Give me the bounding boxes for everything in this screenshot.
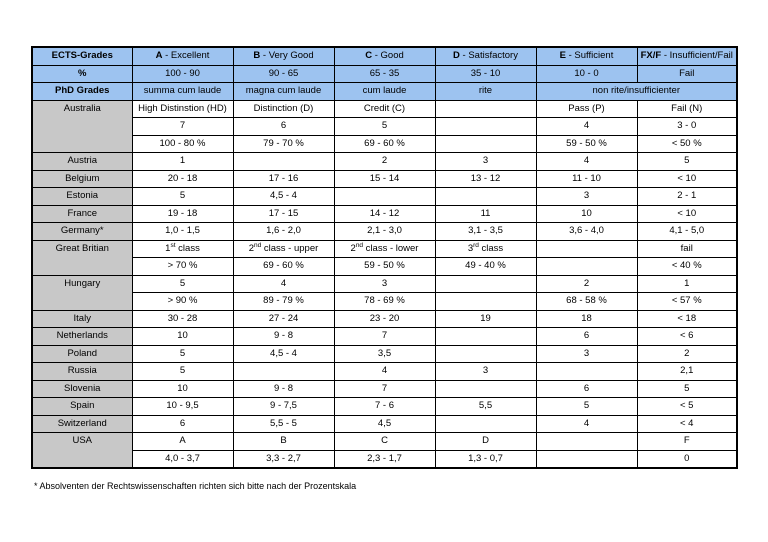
grade-d-name: - Satisfactory xyxy=(459,50,518,62)
table-cell: 59 - 50 % xyxy=(536,135,637,153)
grade-c-letter: C xyxy=(365,50,373,62)
table-cell: 79 - 70 % xyxy=(233,135,334,153)
table-row-hungary xyxy=(32,275,737,293)
table-cell: 11 - 10 xyxy=(536,170,637,188)
table-cell xyxy=(435,240,536,258)
ordinal-suffix: nd xyxy=(355,241,364,249)
table-cell: 5 xyxy=(536,398,637,416)
table-cell: 5 xyxy=(637,380,737,398)
table-cell: 14 - 12 xyxy=(334,205,435,223)
table-row-france xyxy=(32,205,737,223)
table-cell xyxy=(435,415,536,433)
table-cell: 6 xyxy=(233,118,334,136)
table-row-australia-scale xyxy=(32,118,737,136)
grade-e-letter: E xyxy=(559,50,566,62)
percent-e: 10 - 0 xyxy=(536,65,637,83)
table-cell: 1,0 - 1,5 xyxy=(132,223,233,241)
table-cell: 4 xyxy=(536,118,637,136)
table-cell: Pass (P) xyxy=(536,100,637,118)
table-cell: 5 xyxy=(132,188,233,206)
table-cell: 6 xyxy=(536,380,637,398)
percent-c: 65 - 35 xyxy=(334,65,435,83)
table-cell: 6 xyxy=(536,328,637,346)
table-cell: 5,5 xyxy=(435,398,536,416)
country-switzerland: Switzerland xyxy=(32,415,132,433)
class-text: class xyxy=(478,242,504,254)
table-cell: 5 xyxy=(132,345,233,363)
table-cell: 1 xyxy=(132,153,233,171)
table-cell: 27 - 24 xyxy=(233,310,334,328)
table-cell: 9 - 7,5 xyxy=(233,398,334,416)
phd-d: rite xyxy=(435,83,536,101)
table-cell: C xyxy=(334,433,435,451)
table-cell: 11 xyxy=(435,205,536,223)
table-cell xyxy=(435,345,536,363)
phd-b: magna cum laude xyxy=(233,83,334,101)
table-cell: 7 - 6 xyxy=(334,398,435,416)
table-cell: 69 - 60 % xyxy=(334,135,435,153)
phd-header-row xyxy=(32,83,737,101)
table-cell: 4 xyxy=(233,275,334,293)
country-netherlands: Netherlands xyxy=(32,328,132,346)
grade-f-header xyxy=(637,47,737,65)
table-cell: > 90 % xyxy=(132,293,233,311)
table-cell: D xyxy=(435,433,536,451)
ordinal-suffix: nd xyxy=(254,241,262,249)
class-number: 3 xyxy=(467,242,474,254)
table-cell: F xyxy=(637,433,737,451)
country-italy: Italy xyxy=(32,310,132,328)
table-cell xyxy=(435,100,536,118)
table-cell: 19 - 18 xyxy=(132,205,233,223)
table-cell: 3,5 xyxy=(334,345,435,363)
class-text: class - lower xyxy=(363,242,419,254)
table-row-usa-gpa xyxy=(32,450,737,468)
grade-d-letter: D xyxy=(453,50,460,62)
table-row-great-britain xyxy=(32,240,737,258)
table-cell xyxy=(233,363,334,381)
table-row-austria xyxy=(32,153,737,171)
phd-non-rite: non rite/insufficienter xyxy=(536,83,737,101)
table-cell: 69 - 60 % xyxy=(233,258,334,276)
table-cell: < 50 % xyxy=(637,135,737,153)
table-row-australia xyxy=(32,100,737,118)
ects-grades-label: ECTS-Grades xyxy=(32,47,132,65)
table-cell: fail xyxy=(637,240,737,258)
table-cell: 5 xyxy=(132,363,233,381)
table-cell xyxy=(435,328,536,346)
table-cell xyxy=(233,153,334,171)
table-row-australia-percent xyxy=(32,135,737,153)
table-cell: 19 xyxy=(435,310,536,328)
table-cell: 3 xyxy=(536,188,637,206)
table-cell: 5 xyxy=(637,153,737,171)
percent-label: % xyxy=(32,65,132,83)
table-cell: 23 - 20 xyxy=(334,310,435,328)
grade-d-header xyxy=(435,47,536,65)
table-cell: 5,5 - 5 xyxy=(233,415,334,433)
table-cell: 13 - 12 xyxy=(435,170,536,188)
table-cell: 4,5 - 4 xyxy=(233,188,334,206)
table-cell: 20 - 18 xyxy=(132,170,233,188)
table-cell xyxy=(334,240,435,258)
table-cell xyxy=(435,118,536,136)
grade-a-name: - Excellent xyxy=(162,50,210,62)
table-cell: 2,1 - 3,0 xyxy=(334,223,435,241)
table-cell xyxy=(435,275,536,293)
table-cell: 89 - 79 % xyxy=(233,293,334,311)
table-row-slovenia xyxy=(32,380,737,398)
table-cell: 2,3 - 1,7 xyxy=(334,450,435,468)
table-cell xyxy=(435,380,536,398)
table-cell xyxy=(536,433,637,451)
percent-a: 100 - 90 xyxy=(132,65,233,83)
table-cell: 4,5 - 4 xyxy=(233,345,334,363)
table-cell: 2 xyxy=(637,345,737,363)
table-cell: 17 - 16 xyxy=(233,170,334,188)
table-cell xyxy=(435,293,536,311)
grade-b-name: - Very Good xyxy=(260,50,314,62)
table-cell: 18 xyxy=(536,310,637,328)
table-cell: < 18 xyxy=(637,310,737,328)
grade-e-header xyxy=(536,47,637,65)
table-cell: B xyxy=(233,433,334,451)
country-spain: Spain xyxy=(32,398,132,416)
percent-b: 90 - 65 xyxy=(233,65,334,83)
table-cell: 3 xyxy=(435,363,536,381)
table-cell: < 10 xyxy=(637,170,737,188)
table-cell xyxy=(334,188,435,206)
grade-f-name: - Insufficient/Fail xyxy=(661,50,733,62)
table-cell: 7 xyxy=(334,328,435,346)
table-cell xyxy=(132,240,233,258)
country-hungary: Hungary xyxy=(32,275,132,310)
table-row-hungary-percent xyxy=(32,293,737,311)
class-number: 2 xyxy=(350,242,356,254)
table-cell: 3 xyxy=(536,345,637,363)
class-number: 1 xyxy=(165,242,171,254)
grade-f-letter: FX/F xyxy=(640,50,662,62)
table-cell: 2 xyxy=(536,275,637,293)
table-cell: 3 xyxy=(435,153,536,171)
percent-header-row xyxy=(32,65,737,83)
table-cell: Credit (C) xyxy=(334,100,435,118)
table-cell xyxy=(233,240,334,258)
table-cell: Distinction (D) xyxy=(233,100,334,118)
table-cell: 5 xyxy=(132,275,233,293)
grade-c-name: - Good xyxy=(372,50,404,62)
table-cell: 5 xyxy=(334,118,435,136)
ects-header-row xyxy=(32,47,737,65)
table-cell: 1,3 - 0,7 xyxy=(435,450,536,468)
table-cell: 49 - 40 % xyxy=(435,258,536,276)
table-row-estonia xyxy=(32,188,737,206)
table-cell xyxy=(536,450,637,468)
table-cell: 10 xyxy=(536,205,637,223)
table-cell: 4 xyxy=(536,153,637,171)
table-cell xyxy=(536,363,637,381)
grade-b-letter: B xyxy=(253,50,261,62)
table-cell: 30 - 28 xyxy=(132,310,233,328)
table-cell: Fail (N) xyxy=(637,100,737,118)
table-cell: 10 - 9,5 xyxy=(132,398,233,416)
table-cell: < 4 xyxy=(637,415,737,433)
grade-c-header xyxy=(334,47,435,65)
country-russia: Russia xyxy=(32,363,132,381)
table-row-italy xyxy=(32,310,737,328)
table-cell: 1 xyxy=(637,275,737,293)
table-cell: 4 xyxy=(334,363,435,381)
table-cell: < 10 xyxy=(637,205,737,223)
table-cell: 7 xyxy=(334,380,435,398)
country-belgium: Belgium xyxy=(32,170,132,188)
table-row-spain xyxy=(32,398,737,416)
country-usa: USA xyxy=(32,433,132,469)
ordinal-suffix: st xyxy=(170,241,176,249)
table-row-switzerland xyxy=(32,415,737,433)
country-france: France xyxy=(32,205,132,223)
table-cell: 68 - 58 % xyxy=(536,293,637,311)
percent-f: Fail xyxy=(637,65,737,83)
table-cell: 78 - 69 % xyxy=(334,293,435,311)
table-cell: 6 xyxy=(132,415,233,433)
grade-b-header xyxy=(233,47,334,65)
table-cell: 3 - 0 xyxy=(637,118,737,136)
table-cell: 3,3 - 2,7 xyxy=(233,450,334,468)
country-slovenia: Slovenia xyxy=(32,380,132,398)
ordinal-suffix: rd xyxy=(473,241,479,249)
table-cell: 9 - 8 xyxy=(233,380,334,398)
country-poland: Poland xyxy=(32,345,132,363)
table-cell: 4 xyxy=(536,415,637,433)
country-germany: Germany* xyxy=(32,223,132,241)
country-australia: Australia xyxy=(32,100,132,153)
table-cell: 3 xyxy=(334,275,435,293)
table-row-germany xyxy=(32,223,737,241)
table-cell: A xyxy=(132,433,233,451)
table-cell: 59 - 50 % xyxy=(334,258,435,276)
footnote: * Absolventen der Rechtswissenschaften richten sich bitte nach der Prozentskala xyxy=(34,481,357,491)
table-row-usa xyxy=(32,433,737,451)
grade-e-name: - Sufficient xyxy=(565,50,614,62)
table-row-great-britain-percent xyxy=(32,258,737,276)
table-cell: > 70 % xyxy=(132,258,233,276)
table-cell: 10 xyxy=(132,380,233,398)
table-cell: 7 xyxy=(132,118,233,136)
table-cell xyxy=(435,188,536,206)
table-cell xyxy=(536,258,637,276)
phd-c: cum laude xyxy=(334,83,435,101)
table-cell: 3,6 - 4,0 xyxy=(536,223,637,241)
table-cell: 10 xyxy=(132,328,233,346)
percent-d: 35 - 10 xyxy=(435,65,536,83)
table-cell xyxy=(536,240,637,258)
table-cell: 2,1 xyxy=(637,363,737,381)
table-cell: < 40 % xyxy=(637,258,737,276)
table-cell xyxy=(435,135,536,153)
phd-a: summa cum laude xyxy=(132,83,233,101)
table-cell: 2 xyxy=(334,153,435,171)
table-cell: 9 - 8 xyxy=(233,328,334,346)
table-cell: 15 - 14 xyxy=(334,170,435,188)
table-cell: 100 - 80 % xyxy=(132,135,233,153)
table-row-russia xyxy=(32,363,737,381)
country-great-britain: Great Britian xyxy=(32,240,132,275)
table-cell: 3,1 - 3,5 xyxy=(435,223,536,241)
table-cell: 2 - 1 xyxy=(637,188,737,206)
table-cell: < 6 xyxy=(637,328,737,346)
table-row-poland xyxy=(32,345,737,363)
grades-comparison-table xyxy=(31,46,738,469)
class-text: class xyxy=(175,242,200,254)
phd-grades-label: PhD Grades xyxy=(32,83,132,101)
table-cell: 4,5 xyxy=(334,415,435,433)
table-row-netherlands xyxy=(32,328,737,346)
class-text: class - upper xyxy=(261,242,319,254)
grade-a-letter: A xyxy=(155,50,163,62)
table-cell: 4,0 - 3,7 xyxy=(132,450,233,468)
grade-a-header xyxy=(132,47,233,65)
table-cell: < 5 xyxy=(637,398,737,416)
table-cell: 1,6 - 2,0 xyxy=(233,223,334,241)
country-austria: Austria xyxy=(32,153,132,171)
table-row-belgium xyxy=(32,170,737,188)
country-estonia: Estonia xyxy=(32,188,132,206)
table-cell: High Distinstion (HD) xyxy=(132,100,233,118)
table-cell: < 57 % xyxy=(637,293,737,311)
table-cell: 4,1 - 5,0 xyxy=(637,223,737,241)
table-cell: 0 xyxy=(637,450,737,468)
table-cell: 17 - 15 xyxy=(233,205,334,223)
class-number: 2 xyxy=(248,242,255,254)
